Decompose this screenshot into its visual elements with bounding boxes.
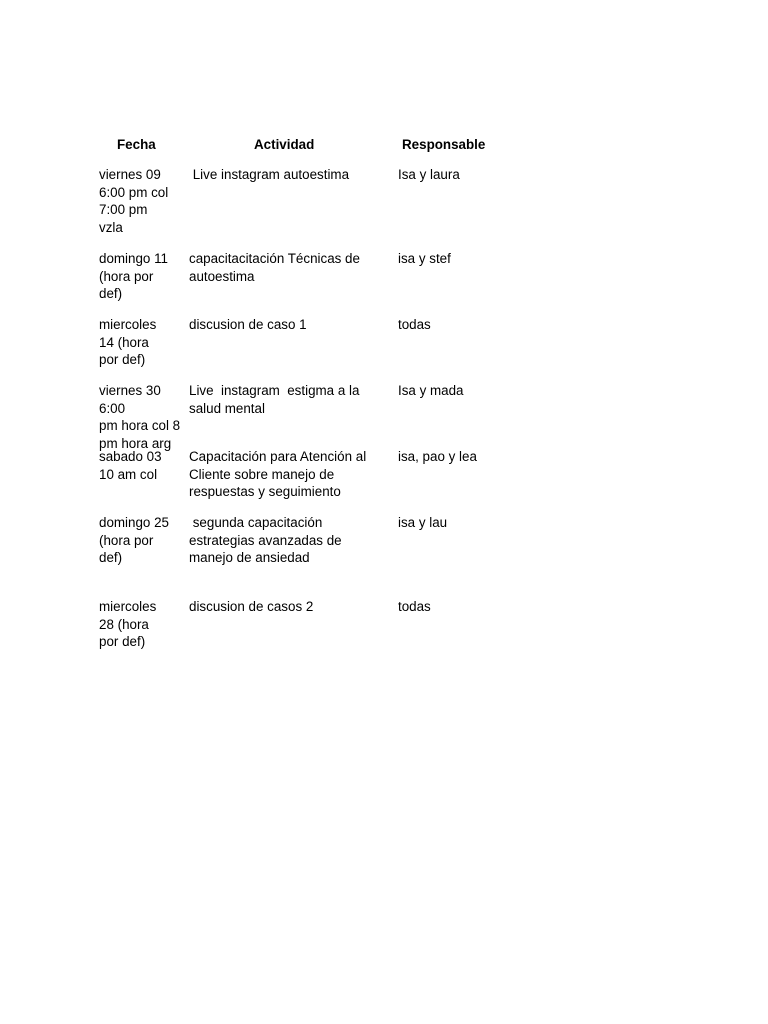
table-row — [92, 514, 512, 568]
table-row — [92, 448, 512, 502]
cell-responsable: isa y stef — [398, 251, 451, 266]
header-fecha: Fecha — [117, 137, 156, 152]
cell-actividad: Live instagram autoestima — [189, 167, 350, 182]
table-row — [92, 382, 512, 451]
cell-responsable: Isa y laura — [398, 167, 460, 182]
cell-actividad: capacitacitación Técnicas de autoestima — [189, 251, 360, 284]
cell-fecha: sabado 03 10 am col — [99, 449, 162, 482]
cell-fecha: miercoles 28 (hora por def) — [99, 599, 157, 650]
cell-fecha: domingo 25 (hora por def) — [99, 515, 169, 566]
cell-fecha: miercoles 14 (hora por def) — [99, 317, 157, 368]
table-row — [92, 316, 512, 370]
table-row — [92, 166, 512, 238]
header-actividad: Actividad — [254, 137, 315, 152]
header-responsable: Responsable — [402, 137, 486, 152]
cell-responsable: todas — [398, 599, 431, 614]
table-row — [92, 250, 512, 304]
cell-responsable: isa y lau — [398, 515, 448, 530]
cell-responsable: isa, pao y lea — [398, 449, 477, 464]
cell-actividad: Live instagram estigma a la salud mental — [189, 383, 360, 416]
cell-responsable: Isa y mada — [398, 383, 464, 398]
table-header — [92, 136, 512, 160]
cell-actividad: discusion de casos 2 — [189, 599, 314, 614]
schedule-table — [92, 136, 512, 650]
cell-fecha: viernes 30 6:00 pm hora col 8 pm hora arg — [99, 383, 181, 451]
table-row — [92, 598, 512, 652]
cell-responsable: todas — [398, 317, 431, 332]
cell-fecha: viernes 09 6:00 pm col 7:00 pm vzla — [99, 167, 169, 235]
cell-fecha: domingo 11 (hora por def) — [99, 251, 168, 302]
cell-actividad: discusion de caso 1 — [189, 317, 307, 332]
cell-actividad: segunda capacitación estrategias avanzadas de manejo de ansiedad — [189, 515, 342, 566]
cell-actividad: Capacitación para Atención al Cliente sobre manejo de respuestas y seguimiento — [189, 449, 367, 500]
